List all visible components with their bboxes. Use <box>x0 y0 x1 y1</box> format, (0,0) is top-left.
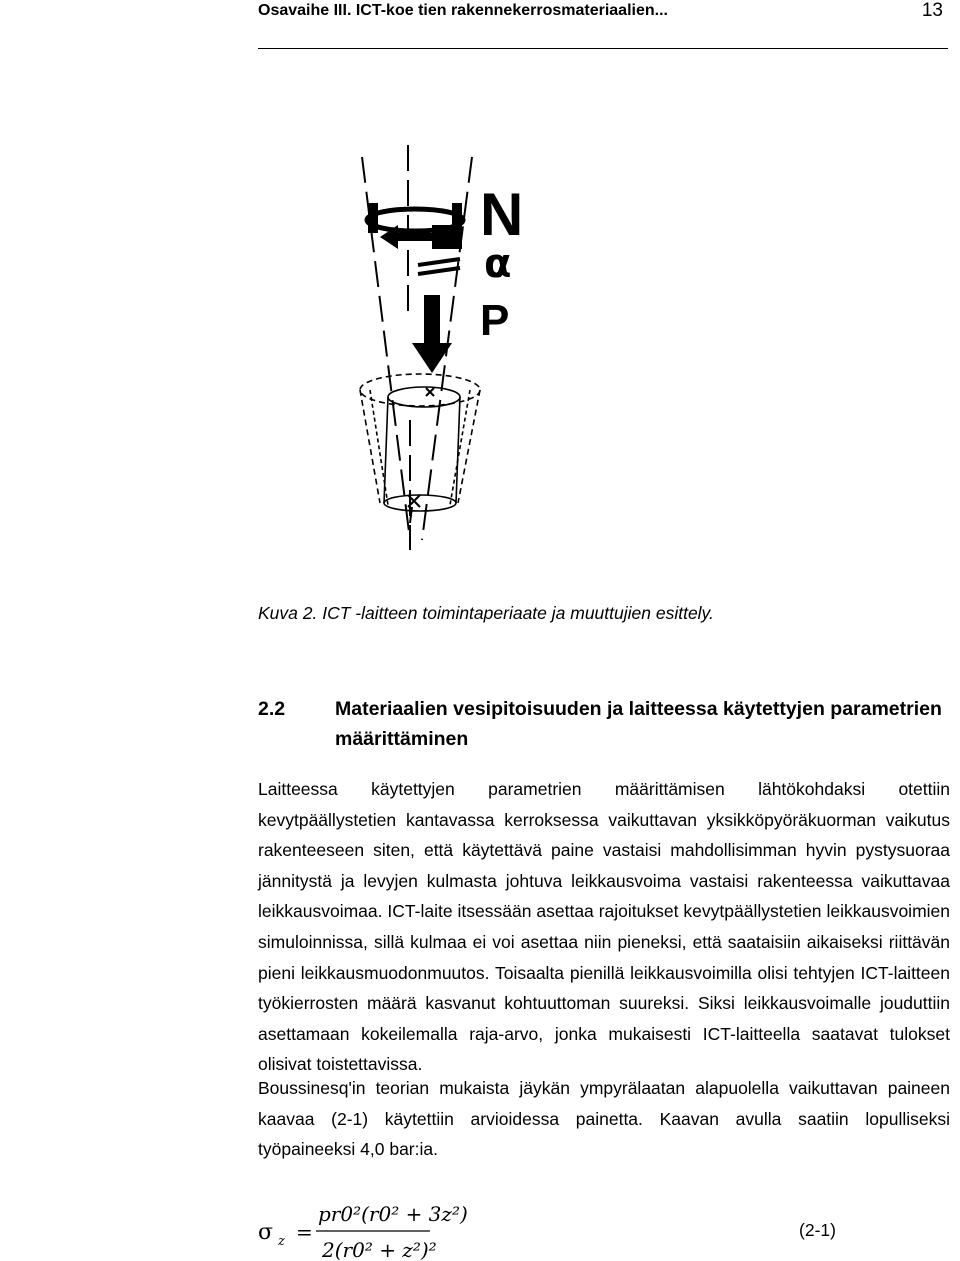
label-p: P <box>480 296 510 345</box>
equation-lhs-sub: z <box>278 1234 285 1249</box>
section-number: 2.2 <box>258 698 286 720</box>
equation-lhs: σ <box>258 1220 274 1245</box>
specimen-cylinder <box>360 374 480 511</box>
equation-denominator: 2(r0² + z²)² <box>322 1238 437 1261</box>
equation-2-1 <box>258 1195 948 1261</box>
header-rule <box>258 48 948 49</box>
force-arrow-icon <box>412 295 452 373</box>
equation-label: (2-1) <box>799 1220 836 1240</box>
running-title: Osavaihe III. ICT-koe tien rakennekerrosmateriaalien... <box>258 2 668 19</box>
page-header <box>258 0 960 26</box>
ict-schematic <box>340 145 570 585</box>
label-n: N <box>480 181 524 248</box>
label-alpha: α <box>484 241 512 287</box>
page-number: 13 <box>921 0 943 21</box>
section-heading <box>258 694 948 754</box>
rotation-arrow-icon <box>367 203 463 249</box>
ict-device-figure <box>340 145 570 585</box>
equation-numerator: pr0²(r0² + 3z²) <box>318 1202 468 1226</box>
center-marks <box>408 388 434 523</box>
equation-equals: = <box>296 1220 313 1244</box>
section-title: Materiaalien vesipitoisuuden ja laitteessa käytettyjen parametrien määrittäminen <box>335 698 942 750</box>
figure-caption: Kuva 2. ICT -laitteen toimintaperiaate ja muuttujien esittely. <box>258 603 714 623</box>
body-paragraph-1: Laitteessa käytettyjen parametrien määrittämisen lähtökohdaksi otettiin kevytpäällystetien kantavassa kerroksessa vaikuttavan yksikköpyöräkuorman vaikutus rakenteeseen siten, että käytettävä paine vastaisi mahdollisimman hyvin pystysuoraa jännitystä ja levyjen kulmasta johtuva leikkausvoima vastaisi rakenteessa vaikuttavaa leikkausvoimaa. ICT-laite itsessään asettaa rajoitukset kevytpäällystetien leikkausvoimien simuloinnissa, sillä kulmaa ei voi asettaa niin pieneksi, että saataisiin aikaiseksi riittävän pieni leikkausmuodonmuutos. Toisaalta pienillä leikkausvoimilla olisi tehtyjen ICT-laitteen työkierrosten määrä kasvanut kohtuuttoman suureksi. Siksi leikkausvoimalle jouduttiin asettamaan kokeilemalla raja-arvo, jonka mukaisesti ICT-laitteella saatavat tulokset olisivat toistettavissa. <box>258 779 950 1075</box>
parallel-marks <box>418 259 460 274</box>
body-paragraph-2: Boussinesq'in teorian mukaista jäykän ympyrälaatan alapuolella vaikuttavan paineen kaavaa (2-1) käytettiin arvioidessa painetta. Kaavan avulla saatiin lopulliseksi työpaineeksi 4,0 bar:ia. <box>258 1078 950 1160</box>
equation-formula <box>258 1195 678 1261</box>
